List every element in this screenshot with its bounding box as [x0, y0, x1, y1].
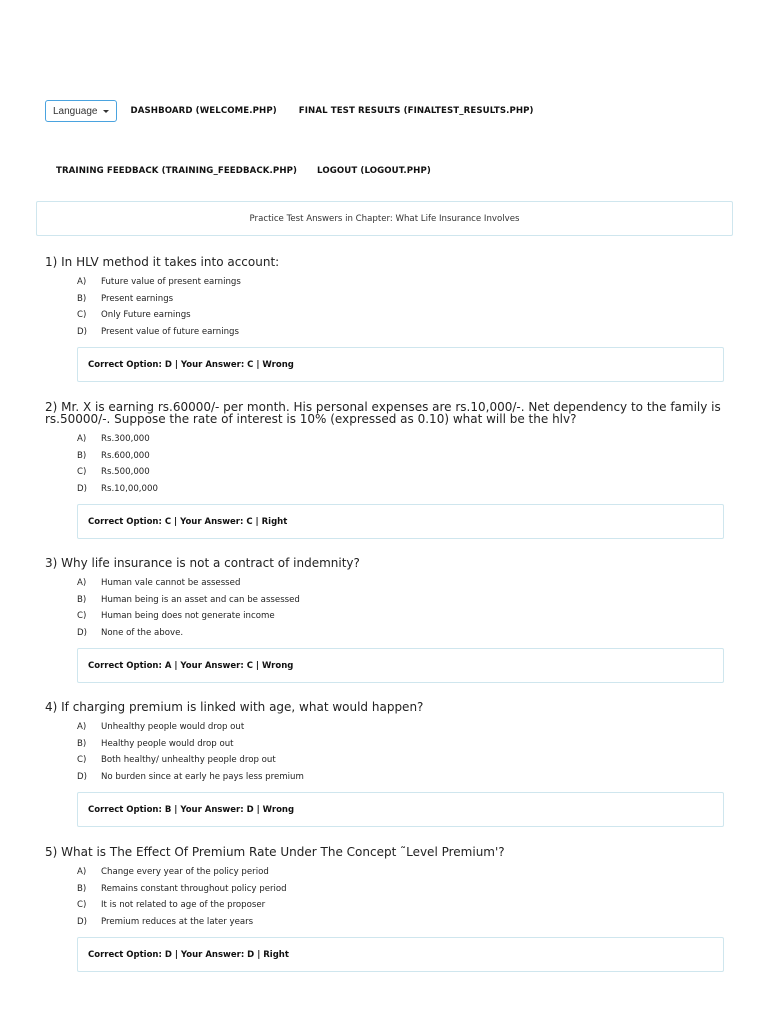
answer-result-text: Correct Option: D | Your Answer: C | Wrong [88, 359, 294, 370]
option-letter: C) [77, 310, 87, 321]
question-text: 3) Why life insurance is not a contract of indemnity? [45, 556, 360, 570]
option-letter: D) [77, 916, 87, 927]
option-item [77, 481, 725, 498]
option-letter: D) [77, 326, 87, 337]
option-text: Change every year of the policy period [101, 867, 269, 877]
nav-link-dashboard[interactable]: DASHBOARD (WELCOME.PHP) [130, 106, 277, 116]
option-letter: D) [77, 771, 87, 782]
option-text: Rs.10,00,000 [101, 483, 158, 494]
option-letter: A) [77, 434, 87, 444]
option-letter: A) [77, 722, 87, 732]
option-letter: B) [77, 450, 87, 461]
option-letter: B) [77, 883, 87, 894]
answer-result-box [77, 504, 724, 539]
option-letter: C) [77, 611, 87, 622]
option-text: Healthy people would drop out [101, 738, 234, 749]
option-item [77, 324, 725, 341]
option-item [77, 914, 725, 931]
option-letter: B) [77, 738, 87, 749]
option-text: Only Future earnings [101, 310, 191, 321]
option-letter: B) [77, 594, 87, 605]
option-letter: D) [77, 483, 87, 494]
question-block-5 [45, 846, 725, 972]
option-letter: A) [77, 277, 87, 287]
answer-result-box [77, 347, 724, 382]
option-item [77, 752, 725, 769]
option-letter: B) [77, 293, 87, 304]
option-text: Both healthy/ unhealthy people drop out [101, 755, 276, 766]
answer-result-text: Correct Option: A | Your Answer: C | Wrong [88, 660, 294, 671]
option-letter: C) [77, 900, 87, 911]
option-item [77, 864, 725, 881]
question-block-3 [45, 557, 725, 683]
language-label: Language [53, 105, 98, 117]
option-text: Present value of future earnings [101, 326, 239, 337]
answer-result-box [77, 648, 724, 683]
answer-result-text: Correct Option: D | Your Answer: D | Right [88, 949, 289, 960]
option-text: Rs.600,000 [101, 450, 150, 461]
question-block-2 [45, 401, 725, 539]
option-text: Remains constant throughout policy period [101, 883, 287, 894]
option-text: Human being is an asset and can be assessed [101, 594, 300, 605]
option-text: None of the above. [101, 627, 184, 638]
option-item [77, 719, 725, 736]
answer-result-text: Correct Option: B | Your Answer: D | Wrong [88, 804, 295, 815]
question-block-1 [45, 256, 725, 382]
option-text: Future value of present earnings [101, 277, 241, 287]
option-item [77, 592, 725, 609]
option-text: Present earnings [101, 293, 174, 304]
options-list [77, 575, 725, 641]
option-item [77, 464, 725, 481]
question-text: 2) Mr. X is earning rs.60000/- per month. His personal expenses are rs.10,000/-. Net dependency to the family is rs.50000/-. Suppose the rate of interest is 10% (expressed as 0.10) what will be the hlv? [45, 400, 721, 426]
secondary-nav [56, 166, 431, 176]
option-text: Unhealthy people would drop out [101, 722, 245, 732]
option-item [77, 291, 725, 308]
option-text: Rs.500,000 [101, 467, 150, 478]
page-title-panel [36, 201, 733, 236]
option-text: It is not related to age of the proposer [101, 900, 266, 911]
option-text: Human being does not generate income [101, 611, 275, 622]
question-text: 5) What is The Effect Of Premium Rate Under The Concept ˜Level Premium'? [45, 845, 505, 859]
option-item [77, 881, 725, 898]
option-letter: C) [77, 467, 87, 478]
options-list [77, 719, 725, 785]
option-item [77, 736, 725, 753]
option-item [77, 608, 725, 625]
option-item [77, 769, 725, 786]
option-item [77, 575, 725, 592]
options-list [77, 431, 725, 497]
option-text: Rs.300,000 [101, 434, 150, 444]
nav-link-training-feedback[interactable]: TRAINING FEEDBACK (TRAINING_FEEDBACK.PHP) [56, 166, 298, 176]
question-text: 1) In HLV method it takes into account: [45, 255, 280, 269]
option-item [77, 274, 725, 291]
nav-link-logout[interactable]: LOGOUT (LOGOUT.PHP) [317, 166, 431, 176]
language-dropdown[interactable] [45, 100, 117, 122]
nav-link-final-test-results[interactable]: FINAL TEST RESULTS (FINALTEST_RESULTS.PHP) [298, 106, 534, 116]
page-title: Practice Test Answers in Chapter: What Life Insurance Involves [249, 213, 520, 224]
option-item [77, 448, 725, 465]
answer-result-box [77, 792, 724, 827]
option-text: Premium reduces at the later years [101, 916, 254, 927]
option-item [77, 625, 725, 642]
options-list [77, 864, 725, 930]
option-item [77, 431, 725, 448]
option-letter: A) [77, 578, 87, 588]
caret-down-icon [103, 110, 109, 113]
options-list [77, 274, 725, 340]
option-text: No burden since at early he pays less premium [101, 771, 304, 782]
question-text: 4) If charging premium is linked with age, what would happen? [45, 700, 424, 714]
option-item [77, 897, 725, 914]
option-letter: D) [77, 627, 87, 638]
answer-result-text: Correct Option: C | Your Answer: C | Right [88, 516, 288, 527]
option-letter: C) [77, 755, 87, 766]
answer-result-box [77, 937, 724, 972]
question-block-4 [45, 701, 725, 827]
option-text: Human vale cannot be assessed [101, 578, 241, 588]
top-nav [45, 100, 534, 122]
option-item [77, 307, 725, 324]
option-letter: A) [77, 867, 87, 877]
